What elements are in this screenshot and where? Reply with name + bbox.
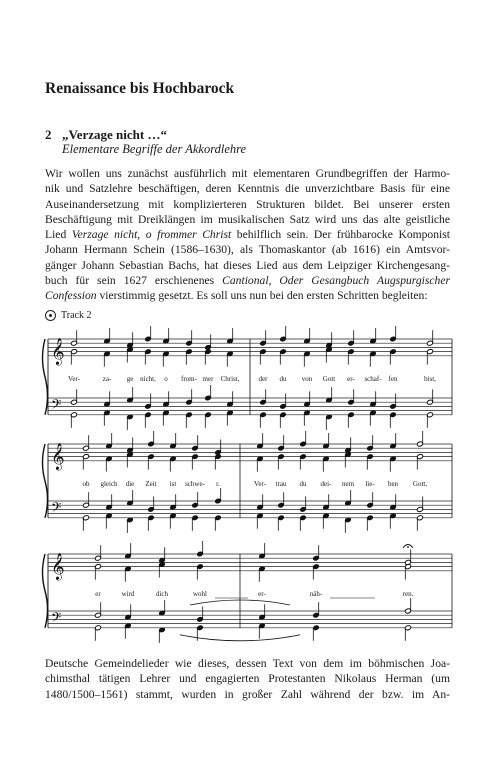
bass-clef-icon: 𝄢 — [51, 609, 62, 629]
treble-clef-icon: 𝄞 — [51, 553, 65, 580]
lyric-syllable: o — [164, 375, 168, 383]
system-brace — [43, 444, 48, 518]
closing-paragraph — [45, 656, 450, 702]
text-line — [45, 656, 450, 671]
text-segment: buch für sein 1627 erschienenes — [45, 274, 223, 288]
text-segment: Wir wollen uns zunächst ausführlich mit elementaren Grundbegriffen der Harmo- — [45, 167, 450, 180]
text-segment: nik und Satzlehre beschäftigen, deren Kenntnis die unverzichtbare Basis für eine — [45, 182, 450, 196]
lyric-syllable: wird — [121, 590, 135, 598]
text-segment: Auseinandersetzung mit komplizierteren Strukturen bildet. Bei unserer ersten — [45, 197, 450, 211]
lyric-syllable: r. — [216, 480, 220, 488]
text-segment: chimsthal tätigen Lehrer und engagierten Protestanten Nikolaus Herman (um — [45, 672, 450, 686]
text-line — [45, 671, 450, 686]
lyric-syllable: du — [299, 480, 307, 488]
lyric-syllable: er- — [347, 375, 355, 383]
lyric-syllable: lie- — [365, 480, 375, 488]
lyric-syllable: gleich — [100, 480, 118, 488]
text-segment: Cantional, Oder Gesangbuch Augspurgischer — [222, 274, 451, 288]
system-brace — [43, 339, 48, 415]
text-segment: gänger Johann Sebastian Bachs, hat dieses Lied aus dem Leipziger Kirchengesang- — [45, 258, 450, 272]
text-segment: Beschäftigung mit Dreiklängen im musikalischen Satz wird uns das alte geistliche — [45, 212, 450, 226]
lyric-syllable: Zeit — [145, 480, 157, 488]
lyric-syllable: Ver- — [254, 480, 266, 488]
lyric-syllable: der — [258, 375, 268, 383]
section-title: „Verzage nicht …“ — [62, 127, 167, 142]
system-brace — [43, 554, 48, 628]
lyric-syllable: from- — [181, 375, 197, 383]
treble-clef-icon: 𝄞 — [51, 338, 65, 365]
text-segment: Confession — [45, 289, 97, 303]
lyric-syllable: er — [95, 590, 101, 598]
text-segment: behilflich sein. Der frühbarocke Komponist — [231, 228, 450, 242]
fermata-dot — [407, 546, 409, 548]
section-subtitle: Elementare Begriffe der Akkordlehre — [62, 142, 247, 156]
lyric-syllable: dich — [155, 590, 169, 598]
bass-clef-icon: 𝄢 — [51, 396, 62, 416]
text-segment: vierstimmig gesetzt. Es soll uns nun bei den ersten Schritten begleiten: — [96, 289, 428, 303]
text-segment: Lied — [45, 228, 72, 242]
lyric-syllable: ren. — [402, 590, 414, 598]
lyric-syllable: nicht, — [140, 375, 156, 383]
text-line — [45, 687, 450, 702]
lyric-syllable: du — [279, 375, 287, 383]
bass-clef-icon: 𝄢 — [51, 499, 62, 519]
text-segment: Deutsche Gemeindelieder wie dieses, dessen Text von dem im böhmischen Joa- — [45, 657, 450, 670]
treble-clef-icon: 𝄞 — [51, 443, 65, 470]
lyric-syllable: dei- — [320, 480, 332, 488]
lyric-syllable: wohl — [193, 590, 207, 598]
lyric-syllable: näh- — [309, 590, 323, 598]
lyric-syllable: er- — [258, 590, 266, 598]
chapter-title: Renaissance bis Hochbarock — [45, 80, 235, 97]
lyric-syllable: trau — [275, 480, 287, 488]
lyric-syllable: Gott, — [412, 480, 428, 488]
lyric-syllable: bist, — [424, 375, 436, 383]
lyric-syllable: von — [301, 375, 313, 383]
lyric-syllable: die — [125, 480, 135, 488]
text-segment: 1480/1500–1561) stammt, wurden in großer Zahl während der bzw. im An- — [45, 687, 450, 701]
lyric-syllable: fen — [388, 375, 398, 383]
lyric-syllable: ist — [169, 480, 177, 488]
lyric-syllable: Gott — [322, 375, 336, 383]
lyric-syllable: ben — [387, 480, 399, 488]
lyric-syllable: Christ, — [220, 375, 240, 383]
lyric-syllable: mer — [202, 375, 214, 383]
lyric-syllable: ob — [82, 480, 90, 488]
lyric-syllable: ge — [126, 375, 134, 383]
section-number: 2 — [45, 127, 52, 142]
lyric-syllable: nem — [341, 480, 355, 488]
lyric-syllable: schaf- — [364, 375, 382, 383]
lyric-syllable: schwe- — [185, 480, 205, 488]
lyric-syllable: Ver- — [68, 375, 80, 383]
track-label: Track 2 — [61, 310, 92, 321]
lyric-syllable: za- — [102, 375, 112, 383]
slur — [180, 635, 300, 641]
text-segment: Johann Hermann Schein (1586–1630), als Thomaskantor (ab 1616) ein Amtsvor- — [45, 243, 450, 257]
text-segment: Verzage nicht, o frommer Christ — [71, 228, 232, 242]
